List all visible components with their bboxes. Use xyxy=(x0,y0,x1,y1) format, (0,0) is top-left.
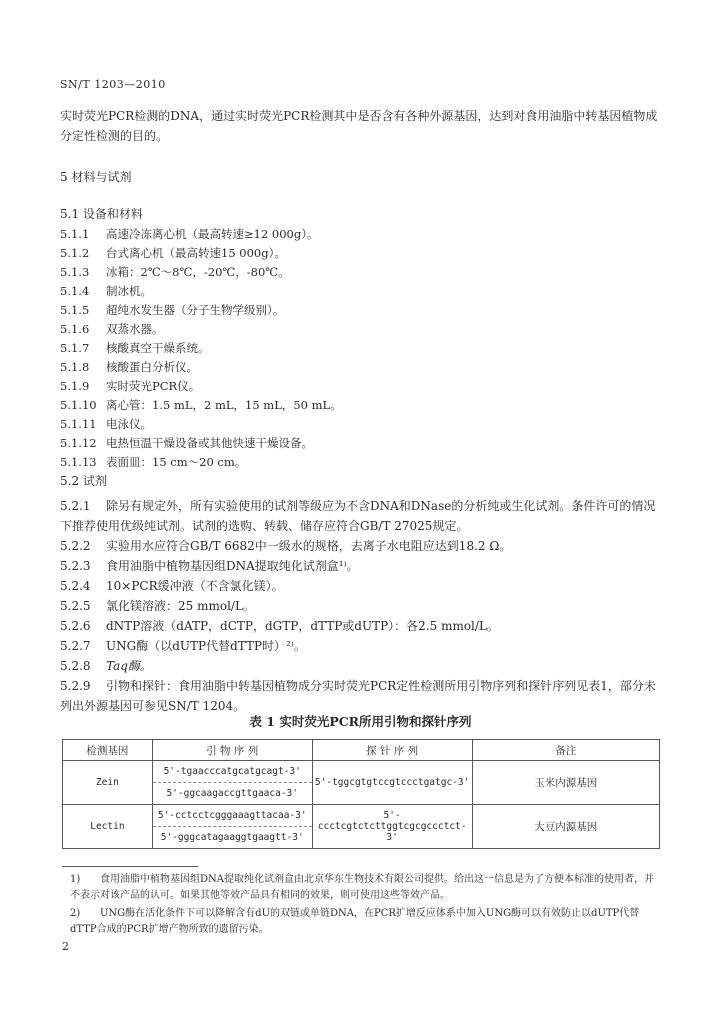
item-number: 5.2.1 xyxy=(60,499,91,513)
item-number: 5.2.7 xyxy=(60,639,91,653)
item-number: 5.1.10 xyxy=(60,398,97,412)
equipment-item xyxy=(60,454,246,470)
item-number: 5.1.8 xyxy=(60,360,90,374)
footnote-text: UNG酶在活化条件下可以降解含有dU的双链或单链DNA，在PCR扩增反应体系中加入UNG酶可以有效防止以dUTP代替dTTP合成的PCR扩增产物所致的遗留污染。 xyxy=(70,908,640,935)
item-text: 核酸真空干燥系统。 xyxy=(106,341,210,355)
header-probe: 探 针 序 列 xyxy=(312,740,472,761)
page-number: 2 xyxy=(62,940,69,953)
item-number: 5.2.2 xyxy=(60,539,91,553)
reagent-item-5-2-2 xyxy=(60,536,660,556)
item-number: 5.1.9 xyxy=(60,379,90,393)
footnote-text: 食用油脂中植物基因组DNA提取纯化试剂盒由北京华东生物技术有限公司提供。给出这一信息是为了方便本标准的使用者，并不表示对该产品的认可。如果其他等效产品具有相同的效果，则可使用这些等效产品。 xyxy=(70,874,654,901)
note-cell: 大豆内源基因 xyxy=(472,805,659,849)
item-number: 5.2.9 xyxy=(60,679,91,693)
reagent-item-5-2-3 xyxy=(60,556,660,576)
item-text: 实验用水应符合GB/T 6682中一级水的规格，去离子水电阻应达到18.2 Ω。 xyxy=(106,539,512,553)
equipment-item xyxy=(60,340,210,356)
equipment-item xyxy=(60,245,286,261)
item-number: 5.1.2 xyxy=(60,246,90,260)
reagent-item-5-2-5 xyxy=(60,596,660,616)
reagent-item-5-2-9 xyxy=(60,676,660,716)
item-text: 高速冷冻离心机（最高转速≥12 000g）。 xyxy=(106,227,319,241)
item-text: 10×PCR缓冲液（不含氯化镁）。 xyxy=(106,579,284,593)
equipment-item xyxy=(60,321,164,337)
equipment-item xyxy=(60,359,198,375)
item-text: 制冰机。 xyxy=(106,284,152,298)
footnote-mark: 2) xyxy=(70,908,81,919)
item-text: 电泳仪。 xyxy=(106,417,152,431)
item-number: 5.1.12 xyxy=(60,436,97,450)
item-number: 5.1.13 xyxy=(60,455,97,469)
forward-primer: 5'-tgaacccatgcatgcagt-3' xyxy=(163,766,301,777)
gene-cell: Zein xyxy=(63,761,153,805)
item-text: 除另有规定外，所有实验使用的试剂等级应为不含DNA和DNase的分析纯或生化试剂。条件许可的情况下推荐使用优级纯试剂。试剂的选购、转载、储存应符合GB/T 27025规定。 xyxy=(60,499,656,533)
footnote-divider xyxy=(62,866,198,867)
primer-probe-table xyxy=(62,739,660,849)
equipment-item xyxy=(60,397,342,413)
item-text: 超纯水发生器（分子生物学级别）。 xyxy=(106,303,285,317)
item-number: 5.1.5 xyxy=(60,303,90,317)
section-5-2-heading: 5.2 试剂 xyxy=(60,474,107,488)
section-5-heading: 5 材料与试剂 xyxy=(60,170,132,184)
equipment-item xyxy=(60,378,200,394)
reagent-item-5-2-6 xyxy=(60,616,660,636)
primer-cell xyxy=(152,805,312,849)
item-text: dNTP溶液（dATP，dCTP，dGTP，dTTP或dUTP）：各2.5 mmol/L。 xyxy=(106,619,499,633)
item-number: 5.1.7 xyxy=(60,341,90,355)
item-number: 5.1.4 xyxy=(60,284,90,298)
footnote-mark: 1) xyxy=(70,874,81,885)
item-text: 氯化镁溶液：25 mmol/L。 xyxy=(106,599,255,613)
item-text: 引物和探针：食用油脂中转基因植物成分实时荧光PCR定性检测所用引物序列和探针序列见表1，部分未列出外源基因可参见SN/T 1204。 xyxy=(60,679,656,713)
header-primer: 引 物 序 列 xyxy=(152,740,312,761)
item-text: 双蒸水器。 xyxy=(106,322,164,336)
equipment-item xyxy=(60,435,313,451)
item-text: 食用油脂中植物基因组DNA提取纯化试剂盒¹⁾。 xyxy=(106,559,359,573)
table-row xyxy=(63,761,660,805)
footnote-2 xyxy=(70,906,660,938)
intro-paragraph: 实时荧光PCR检测的DNA，通过实时荧光PCR检测其中是否含有各种外源基因，达到对食用油脂中转基因植物成分定性检测的目的。 xyxy=(60,109,658,143)
table-header-row xyxy=(63,740,660,761)
forward-primer: 5'-cctcctcgggaaagttacaa-3' xyxy=(157,810,307,821)
item-text: 电热恒温干燥设备或其他快速干燥设备。 xyxy=(106,436,313,450)
primer-cell xyxy=(152,761,312,805)
equipment-item xyxy=(60,264,290,280)
reverse-primer: 5'-ggcaagaccgttgaaca-3' xyxy=(153,782,312,804)
item-number: 5.2.6 xyxy=(60,619,91,633)
reagent-item-5-2-4 xyxy=(60,576,660,596)
section-5-1-heading: 5.1 设备和材料 xyxy=(60,207,143,221)
item-text: Taq酶。 xyxy=(106,659,152,673)
table-row xyxy=(63,805,660,849)
equipment-item xyxy=(60,416,152,432)
footnote-1 xyxy=(70,872,660,904)
item-text: 离心管：1.5 mL，2 mL，15 mL，50 mL。 xyxy=(106,398,342,412)
table-1-caption: 表 1 实时荧光PCR所用引物和探针序列 xyxy=(249,714,472,729)
header-gene: 检测基因 xyxy=(63,740,153,761)
probe-cell: 5'-tggcgtgtccgtccctgatgc-3' xyxy=(312,761,472,805)
reverse-primer: 5'-gggcatagaaggtgaagtt-3' xyxy=(153,826,312,848)
item-text: 冰箱：2℃～8℃，-20℃，-80℃。 xyxy=(106,265,290,279)
item-number: 5.1.3 xyxy=(60,265,90,279)
reagent-item-5-2-8 xyxy=(60,656,660,676)
item-number: 5.1.11 xyxy=(60,417,97,431)
item-text: 表面皿：15 cm～20 cm。 xyxy=(106,455,247,469)
item-text: 台式离心机（最高转速15 000g）。 xyxy=(106,246,286,260)
note-cell: 玉米内源基因 xyxy=(472,761,659,805)
header-note: 备注 xyxy=(472,740,659,761)
item-number: 5.2.4 xyxy=(60,579,91,593)
item-text: 核酸蛋白分析仪。 xyxy=(106,360,198,374)
reagent-item-5-2-1 xyxy=(60,496,660,536)
item-number: 5.2.5 xyxy=(60,599,91,613)
equipment-item xyxy=(60,283,152,299)
item-number: 5.1.6 xyxy=(60,322,90,336)
item-text: 实时荧光PCR仪。 xyxy=(106,379,201,393)
probe-cell: 5'-ccctcgtctcttggtcgcgccctct-3' xyxy=(312,805,472,849)
equipment-item xyxy=(60,302,284,318)
item-number: 5.2.8 xyxy=(60,659,91,673)
reagent-item-5-2-7 xyxy=(60,636,660,656)
item-text: UNG酶（以dUTP代替dTTP时）²⁾。 xyxy=(106,639,306,653)
item-number: 5.2.3 xyxy=(60,559,91,573)
equipment-item xyxy=(60,226,318,242)
item-number: 5.1.1 xyxy=(60,227,90,241)
gene-cell: Lectin xyxy=(63,805,153,849)
standard-number-header: SN/T 1203—2010 xyxy=(60,78,166,91)
